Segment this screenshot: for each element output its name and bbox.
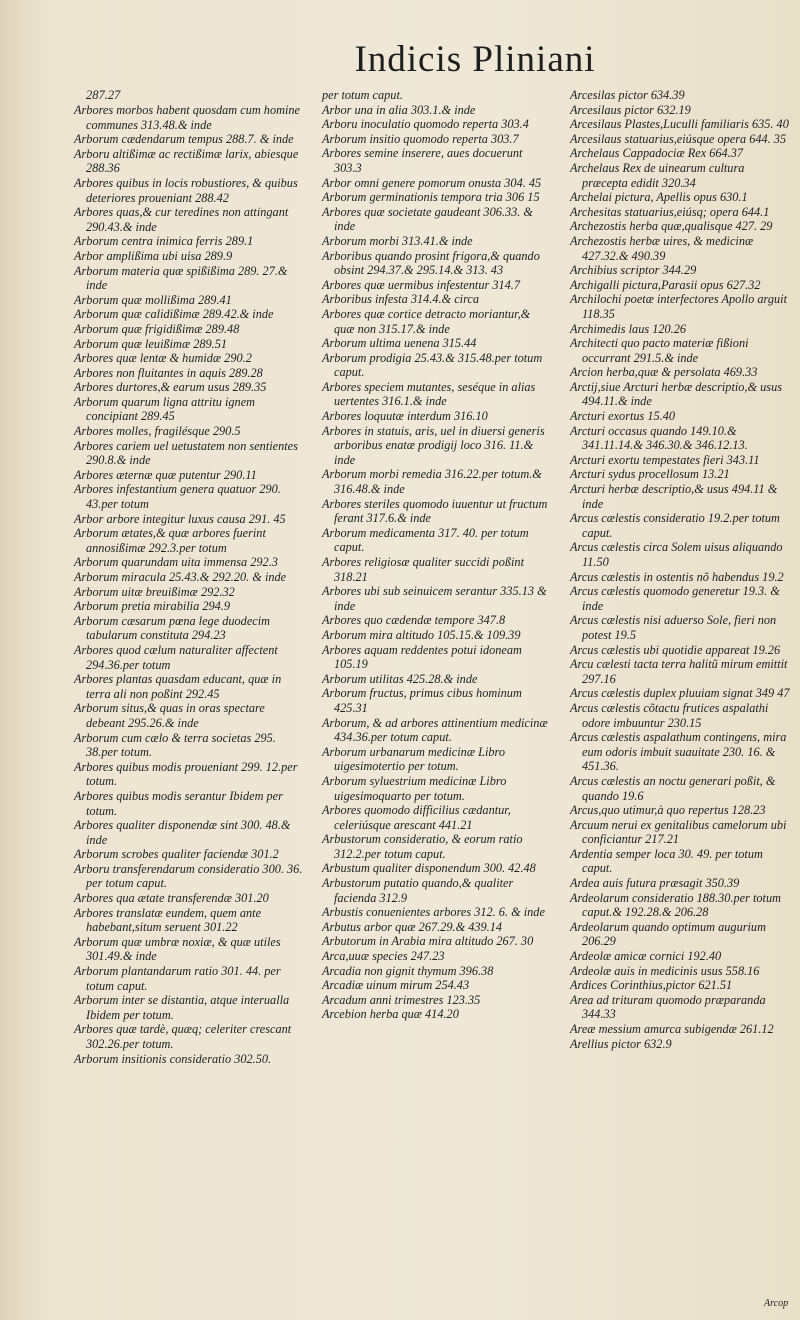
index-entry: Arcebion herba quæ 414.20	[322, 1007, 459, 1022]
index-entry: Archimedis laus 120.26	[570, 321, 687, 336]
index-entry: Arbor arbore integitur luxus causa 291. 45	[74, 511, 286, 526]
index-entry: Archibius scriptor 344.29	[570, 263, 697, 278]
index-entry: Arbores quo cædendæ tempore 347.8	[322, 613, 506, 628]
index-entry: Archilochi poetæ interfectores Apollo arguit 118.35	[570, 292, 787, 321]
index-entry: Arbores quæ cortice detracto moriantur,& quæ non 315.17.& inde	[322, 306, 531, 336]
index-entry: Arborum insitio quomodo reperta 303.7	[322, 131, 519, 146]
index-entry: Ardeolarum quando optimum augurium 206.29	[570, 919, 766, 949]
index-entry: Arbores religiosæ qualiter succidi poßint 318.21	[322, 555, 524, 584]
index-entry: Ardeolæ amicæ cornici 192.40	[570, 949, 722, 964]
index-column-3	[570, 88, 792, 1051]
index-entry: Arbores quibus in locis robustiores, & quibus deteriores proueniant 288.42	[74, 175, 298, 205]
index-entry: Arborum plantandarum ratio 301. 44. per totum caput.	[74, 964, 281, 993]
index-entry: Arbores semine inserere, aues docuerunt 303.3	[322, 146, 523, 175]
index-entry: Architecti quo pacto materiæ fißioni occurrant 291.5.& inde	[570, 336, 749, 365]
index-entry: Arborum fructus, primus cibus hominum 425.31	[322, 686, 522, 715]
index-entry: Arborum ætates,& quæ arbores fuerint annosißimæ 292.3.per totum	[74, 526, 266, 555]
index-entry: Arbores qualiter disponendæ sint 300. 48.& inde	[74, 818, 291, 847]
index-entry: Arborum, & ad arbores attinentium medicinæ 434.36.per totum caput.	[322, 715, 548, 745]
index-entry: Arbores cariem uel uetustatem non sentientes 290.8.& inde	[74, 438, 298, 468]
index-entry: Arbores ubi sub seinuicem serantur 335.13 & inde	[322, 584, 547, 613]
index-entry: Arcus cælestis consideratio 19.2.per totum caput.	[570, 511, 780, 540]
index-column-2	[322, 88, 552, 1022]
index-entry: Arbustorum putatio quando,& qualiter facienda 312.9	[322, 876, 514, 905]
index-entry: Arbores quibus modis serantur Ibidem per totum.	[74, 788, 283, 818]
index-entry: Arboru transferendarum consideratio 300. 36. per totum caput.	[74, 861, 303, 891]
index-entry: Ardea auis futura præsagit 350.39	[570, 876, 740, 891]
index-entry: Arcesilaus statuarius,eiúsque opera 644. 35	[570, 131, 787, 146]
index-entry: Arellius pictor 632.9	[570, 1036, 672, 1051]
index-entry: Ardices Corinthius,pictor 621.51	[570, 978, 733, 993]
index-entry: per totum caput.	[322, 88, 403, 102]
page-reference: 287.27	[86, 88, 121, 102]
index-entry: Arborum quæ leuißimæ 289.51	[74, 336, 228, 351]
index-entry: Arbores quod cælum naturaliter affectent 294.36.per totum	[74, 642, 278, 672]
index-entry: Arca,uuæ species 247.23	[322, 949, 445, 964]
index-entry: Archelai pictura, Apellis opus 630.1	[570, 190, 748, 205]
index-entry: Arbores molles, fragilésque 290.5	[74, 424, 241, 439]
index-entry: Archelaus Rex de uinearum cultura præcepta edidit 320.34	[570, 160, 745, 190]
index-entry: Arborum uitæ breuißimæ 292.32	[74, 584, 235, 599]
index-entry: Arborum materia quæ spißißima 289. 27.& inde	[74, 263, 288, 293]
index-entry: Arcadiæ uinum mirum 254.43	[322, 978, 470, 993]
index-entry: Arcturi exortu tempestates fieri 343.11	[570, 452, 760, 467]
index-entry: Arborum utilitas 425.28.& inde	[322, 671, 478, 686]
index-entry: Arborum cæsarum pœna lege duodecim tabularum constituta 294.23	[74, 613, 271, 643]
index-entry: Arborum pretia mirabilia 294.9	[74, 599, 230, 614]
index-entry: Archezostis herba quæ,qualisque 427. 29	[570, 219, 773, 234]
index-entry: Arborum medicamenta 317. 40. per totum caput.	[322, 525, 529, 555]
index-entry: Arcus,quo utimur,à quo repertus 128.23	[570, 803, 766, 818]
index-entry: Arbores speciem mutantes, seséque in alias uertentes 316.1.& inde	[322, 379, 536, 409]
index-entry: Arbores quæ lentæ & humidæ 290.2	[74, 351, 252, 366]
index-entry: Arbores quæ societate gaudeant 306.33. & inde	[322, 204, 533, 234]
index-entry: Arcturi occasus quando 149.10.& 341.11.14.& 346.30.& 346.12.13.	[570, 423, 748, 453]
index-entry: Archesitas statuarius,eiúsq; opera 644.1	[570, 204, 770, 219]
index-entry: Arborum inter se distantia, atque interualla Ibidem per totum.	[74, 993, 290, 1022]
index-entry: Arcesilaus Plastes,Luculli familiaris 635. 40	[570, 117, 789, 132]
index-entry: Arborum quarundam uita immensa 292.3	[74, 555, 278, 570]
index-entry: Arboribus quando prosint frigora,& quando obsint 294.37.& 295.14.& 313. 43	[322, 248, 540, 278]
index-entry: Arbores steriles quomodo iuuentur ut fructum ferant 317.6.& inde	[322, 496, 548, 526]
index-entry: Arbores quomodo difficilius cædantur, celeriúsque arescant 441.21	[322, 803, 511, 832]
index-entry: Arcus cælestis nisi aduerso Sole, fieri non potest 19.5	[570, 613, 777, 642]
index-entry: Arbores quæ uermibus infestentur 314.7	[322, 277, 520, 292]
index-entry: Archelaus Cappadociæ Rex 664.37	[570, 146, 744, 161]
index-entry: Areæ messium amurca subigendæ 261.12	[570, 1022, 774, 1036]
index-entry: Arborum morbi remedia 316.22.per totum.& 316.48.& inde	[322, 467, 542, 497]
index-entry: Arcus cælestis cõtactu frutices aspalathi odore imbuuntur 230.15	[570, 700, 769, 730]
index-entry: Arboru inoculatio quomodo reperta 303.4	[322, 117, 529, 132]
index-entry: Arcesilaus pictor 632.19	[570, 102, 691, 117]
index-entry: Arbor amplißima ubi uisa 289.9	[74, 248, 233, 263]
index-entry: Arborum mira altitudo 105.15.& 109.39	[322, 627, 521, 642]
index-entry: Arbores translatæ eundem, quem ante habebant,situm seruent 301.22	[74, 905, 262, 935]
index-entry: Arcesilas pictor 634.39	[570, 88, 685, 102]
index-entry: Arcus cælestis in ostentis nõ habendus 19.2	[570, 569, 784, 584]
index-entry: Arborum centra inimica ferris 289.1	[74, 234, 254, 249]
index-entry: Arbores in statuis, aris, uel in diuersi generis arboribus enatæ prodigij loco 316. 11.& inde	[322, 423, 545, 467]
index-entry: Arborum quarum ligna attritu ignem concipiant 289.45	[74, 394, 256, 424]
index-entry: Arbutorum in Arabia mira altitudo 267. 30	[322, 934, 534, 949]
page-title: Indicis Pliniani	[354, 39, 596, 80]
index-column-1	[74, 103, 306, 1066]
index-entry: Arcus cælestis duplex pluuiam signat 349 47	[570, 686, 790, 701]
index-entry: Arcturi exortus 15.40	[570, 409, 676, 424]
index-entry: Arbores quas,& cur teredines non attingant 290.43.& inde	[74, 205, 289, 234]
index-entry: Arbustorum consideratio, & eorum ratio 312.2.per totum caput.	[322, 832, 523, 861]
index-entry: Ardeolarum consideratio 188.30.per totum caput.& 192.28.& 206.28	[570, 890, 781, 920]
index-entry: Arcus cælestis quomodo generetur 19.3. & inde	[570, 584, 780, 613]
index-entry: Arcturi sydus procellosum 13.21	[570, 467, 730, 482]
index-entry: Arbores æternæ quæ putentur 290.11	[74, 467, 257, 482]
index-entry: Arbor omni genere pomorum onusta 304. 45	[322, 175, 542, 190]
index-entry: Arborum cum cælo & terra societas 295. 38.per totum.	[74, 730, 276, 760]
index-entry: Arbores aquam reddentes potui idoneam 105.19	[322, 642, 522, 672]
index-entry: Arborum germinationis tempora tria 306 15	[322, 190, 540, 205]
index-entry: Arcus cælestis circa Solem uisus aliquando 11.50	[570, 540, 783, 569]
index-entry: Arborum urbanarum medicinæ Libro uigesimotertio per totum.	[322, 744, 505, 774]
index-entry: Arbores quæ tardè, quæq; celeriter crescant 302.26.per totum.	[74, 1022, 292, 1051]
index-entry: Arcion herba,quæ & persolata 469.33	[570, 365, 758, 380]
index-entry: Arcus cælestis aspalathum contingens, mira eum odoris imbuit suauitate 230. 16. & 451.36.	[570, 730, 787, 774]
index-entry: Arbores qua ætate transferendæ 301.20	[74, 891, 269, 906]
index-entry: Arbores non fluitantes in aquis 289.28	[74, 365, 263, 380]
index-entry: Arborum situs,& quas in oras spectare debeant 295.26.& inde	[74, 701, 265, 730]
catchword: Arcop	[764, 1298, 789, 1309]
index-entry: Arcturi herbæ descriptio,& usus 494.11 & inde	[570, 482, 778, 511]
index-entry: Ardeolæ auis in medicinis usus 558.16	[570, 963, 760, 978]
index-entry: Area ad trituram quomodo præparanda 344.33	[570, 992, 766, 1022]
index-entry: Arbustis conuenientes arbores 312. 6. & inde	[322, 905, 545, 920]
index-entry: Arborum miracula 25.43.& 292.20. & inde	[74, 570, 287, 584]
index-entry: Arbores infestantium genera quatuor 290. 43.per totum	[74, 482, 281, 512]
index-entry: Arbores loquutæ interdum 316.10	[322, 409, 488, 424]
index-entry: Arbores morbos habent quosdam cum homine communes 313.48.& inde	[74, 103, 300, 132]
index-entry: Arcadum anni trimestres 123.35	[322, 992, 481, 1007]
index-entry: Arbores quibus modis proueniant 299. 12.per totum.	[74, 759, 298, 789]
index-entry: Archigalli pictura,Parasii opus 627.32	[570, 277, 761, 292]
index-entry: Arborum scrobes qualiter faciendæ 301.2	[74, 847, 279, 862]
index-entry: Arctij,siue Arcturi herbæ descriptio,& usus 494.11.& inde	[570, 379, 783, 409]
index-entry: Arcu cælesti tacta terra halitũ mirum emittit 297.16	[570, 657, 788, 686]
index-entry: Arcuum nerui ex genitalibus camelorum ubi conficiantur 217.21	[570, 817, 787, 847]
index-entry: Arbutus arbor quæ 267.29.& 439.14	[322, 919, 503, 934]
index-entry: Arborum quæ mollißima 289.41	[74, 292, 232, 307]
index-entry: Arborum quæ umbræ noxiæ, & quæ utiles 301.49.& inde	[74, 934, 281, 964]
index-entry: Arboru altißimæ ac rectißimæ larix, abiesque 288.36	[74, 146, 299, 176]
index-entry: Archezostis herbæ uires, & medicinæ 427.32.& 490.39	[570, 233, 754, 263]
index-entry: Arbores durtores,& earum usus 289.35	[74, 380, 267, 395]
index-entry: Arborum ultima uenena 315.44	[322, 336, 477, 351]
index-entry: Arborum cædendarum tempus 288.7. & inde	[74, 132, 294, 147]
index-entry: Ardentia semper loca 30. 49. per totum caput.	[570, 846, 763, 876]
index-entry: Arbor una in alia 303.1.& inde	[322, 102, 476, 117]
index-entry: Arborum quæ frigidißimæ 289.48	[74, 321, 240, 336]
index-entry: Arcadia non gignit thymum 396.38	[322, 963, 494, 978]
index-entry: Arborum insitionis consideratio 302.50.	[74, 1051, 272, 1066]
index-entry: Arborum prodigia 25.43.& 315.48.per totum caput.	[322, 350, 543, 380]
index-entry: Arborum syluestrium medicinæ Libro uigesimoquarto per totum.	[322, 773, 507, 803]
index-entry: Arbores plantas quasdam educant, quæ in terra ali non poßint 292.45	[74, 672, 282, 701]
index-entry: Arbustum qualiter disponendum 300. 42.48	[322, 861, 536, 876]
index-entry: Arcus cælestis ubi quotidie appareat 19.26	[570, 642, 781, 657]
index-entry: Arborum quæ calidißimæ 289.42.& inde	[74, 307, 274, 322]
index-entry: Arborum morbi 313.41.& inde	[322, 233, 473, 248]
index-entry: Arboribus infesta 314.4.& circa	[322, 292, 480, 307]
index-entry: Arcus cælestis an noctu generari poßit, & quando 19.6	[570, 773, 776, 803]
